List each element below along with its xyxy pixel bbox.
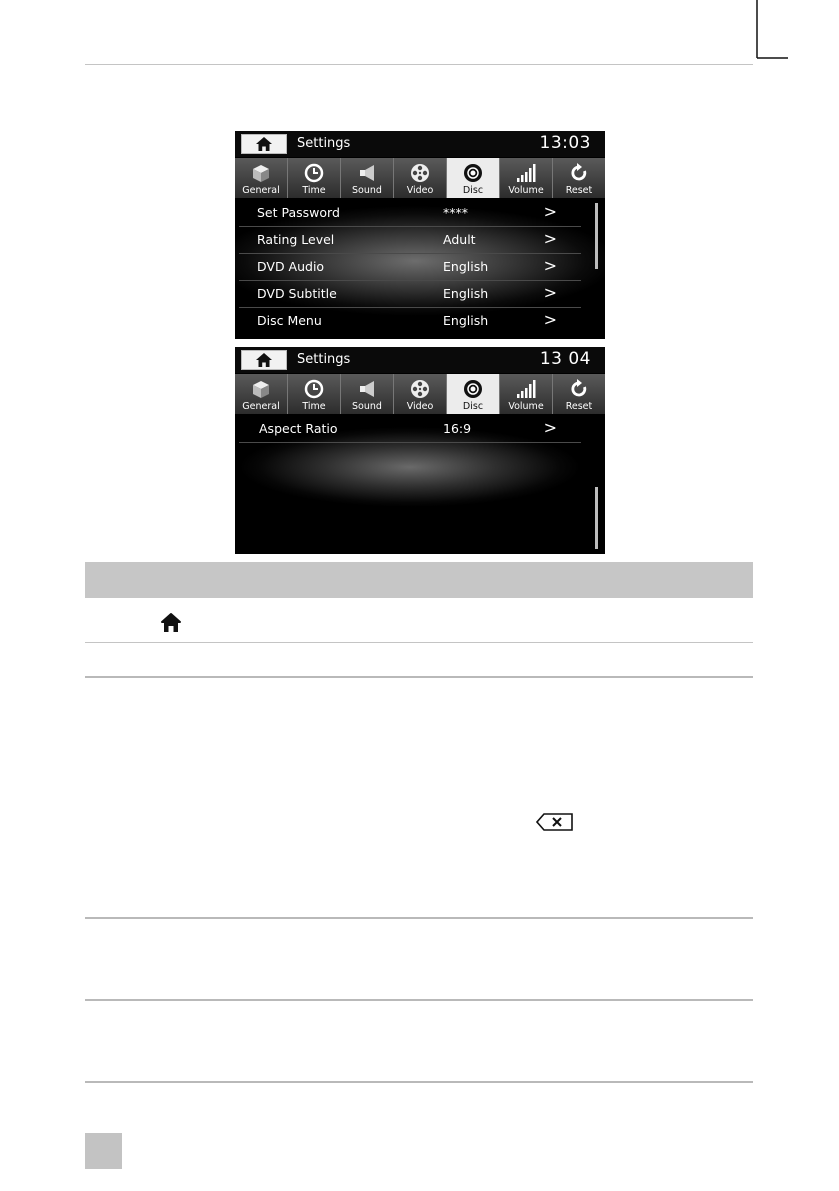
- disc-icon: [463, 163, 483, 183]
- tab-label: Volume: [508, 185, 544, 196]
- settings-tabs: [235, 158, 605, 198]
- setting-label: DVD Audio: [257, 259, 325, 274]
- tab-label: Sound: [352, 401, 382, 412]
- chevron-right-icon: >: [543, 418, 557, 437]
- disc-icon: [463, 379, 483, 399]
- settings-tabs: [235, 374, 605, 414]
- tab-disc[interactable]: [447, 374, 500, 414]
- backspace-icon: [536, 813, 574, 831]
- tab-label: Reset: [565, 185, 593, 196]
- page-number-box: [85, 1133, 122, 1169]
- table-header: [85, 562, 753, 598]
- setting-value: English: [443, 259, 489, 274]
- table-row-divider: [85, 676, 753, 678]
- table-row-divider: [85, 999, 753, 1001]
- setting-value: 16:9: [443, 421, 472, 436]
- tab-general[interactable]: [235, 158, 288, 198]
- list-item[interactable]: [239, 227, 581, 254]
- tab-label: Volume: [508, 401, 544, 412]
- setting-label: Disc Menu: [257, 313, 322, 328]
- chevron-right-icon: >: [543, 229, 557, 248]
- film-reel-icon: [410, 379, 430, 399]
- volume-bars-icon: [515, 379, 537, 399]
- tab-volume[interactable]: [500, 374, 553, 414]
- chevron-right-icon: >: [543, 310, 557, 329]
- chevron-right-icon: >: [543, 202, 557, 221]
- list-item[interactable]: [239, 416, 581, 443]
- settings-screen-disc-2: [235, 347, 605, 554]
- tab-label: Disc: [462, 185, 484, 196]
- tab-time[interactable]: [288, 374, 341, 414]
- reset-icon: [569, 379, 589, 399]
- screen-title: Settings: [297, 352, 351, 367]
- tab-sound[interactable]: [341, 158, 394, 198]
- clock-icon: [304, 379, 324, 399]
- setting-label: Rating Level: [257, 232, 335, 247]
- chevron-right-icon: >: [543, 256, 557, 275]
- tab-label: Video: [406, 185, 434, 196]
- setting-value: ****: [443, 205, 468, 220]
- title-bar: [235, 347, 605, 373]
- home-icon: [160, 612, 182, 634]
- volume-bars-icon: [515, 163, 537, 183]
- setting-label: Set Password: [257, 205, 340, 220]
- tab-time[interactable]: [288, 158, 341, 198]
- setting-label: DVD Subtitle: [257, 286, 337, 301]
- table-row-divider: [85, 642, 753, 643]
- scrollbar[interactable]: [595, 203, 598, 269]
- tab-reset[interactable]: [553, 374, 605, 414]
- cube-icon: [251, 163, 271, 183]
- speaker-icon: [357, 379, 377, 399]
- tab-video[interactable]: [394, 158, 447, 198]
- home-button[interactable]: [241, 134, 287, 154]
- tab-reset[interactable]: [553, 158, 605, 198]
- tab-general[interactable]: [235, 374, 288, 414]
- clock-icon: [304, 163, 324, 183]
- setting-value: Adult: [443, 232, 476, 247]
- tab-label: Reset: [565, 401, 593, 412]
- setting-label: Aspect Ratio: [259, 421, 338, 436]
- film-reel-icon: [410, 163, 430, 183]
- setting-value: English: [443, 286, 489, 301]
- setting-value: English: [443, 313, 489, 328]
- tab-label: General: [242, 401, 280, 412]
- settings-list: [239, 416, 581, 443]
- settings-list: [239, 200, 581, 334]
- list-item[interactable]: [239, 308, 581, 334]
- crop-mark: [748, 0, 788, 60]
- list-item[interactable]: [239, 281, 581, 308]
- tab-label: Sound: [352, 185, 382, 196]
- clock: 13 04: [539, 349, 591, 369]
- clock: 13:03: [539, 133, 591, 153]
- home-button[interactable]: [241, 350, 287, 370]
- list-item[interactable]: [239, 200, 581, 227]
- settings-screen-disc-1: [235, 131, 605, 339]
- tab-label: General: [242, 185, 280, 196]
- table-row-divider: [85, 1081, 753, 1083]
- home-icon: [256, 137, 272, 151]
- reset-icon: [569, 163, 589, 183]
- tab-video[interactable]: [394, 374, 447, 414]
- tab-label: Disc: [462, 401, 484, 412]
- tab-label: Video: [406, 401, 434, 412]
- top-rule: [85, 64, 753, 65]
- table-row-divider: [85, 917, 753, 919]
- chevron-right-icon: >: [543, 283, 557, 302]
- speaker-icon: [357, 163, 377, 183]
- title-bar: [235, 131, 605, 157]
- tab-label: Time: [302, 185, 326, 196]
- home-icon: [256, 353, 272, 367]
- scrollbar[interactable]: [595, 487, 598, 549]
- screen-title: Settings: [297, 136, 351, 151]
- tab-disc[interactable]: [447, 158, 500, 198]
- tab-label: Time: [302, 401, 326, 412]
- cube-icon: [251, 379, 271, 399]
- list-item[interactable]: [239, 254, 581, 281]
- tab-sound[interactable]: [341, 374, 394, 414]
- tab-volume[interactable]: [500, 158, 553, 198]
